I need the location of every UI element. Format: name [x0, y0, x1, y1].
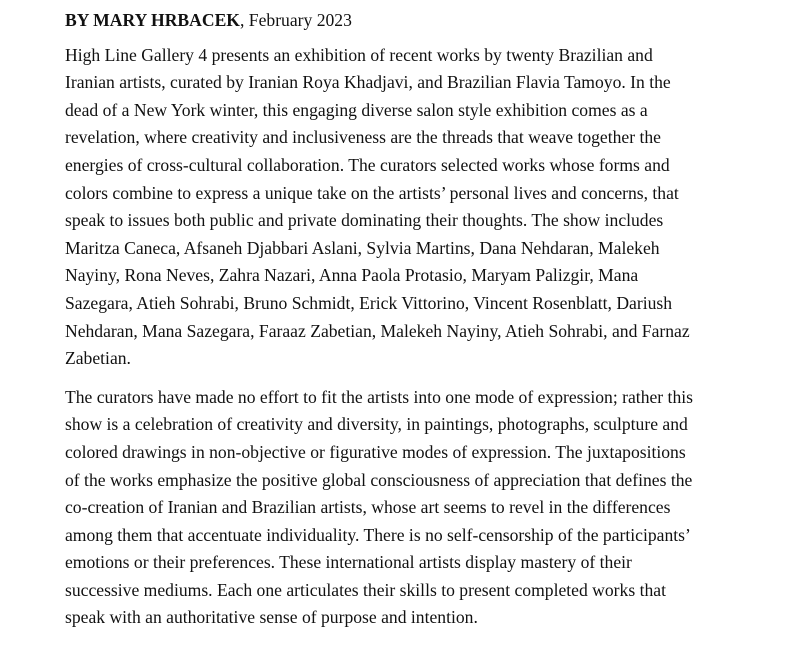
paragraph-line: Nehdaran, Mana Sazegara, Faraaz Zabetian, Malekeh Nayiny, Atieh Sohrabi, and Farnaz [65, 320, 690, 341]
paragraph-line: emotions or their preferences. These international artists display mastery of their [65, 552, 632, 573]
paragraph-line: Sazegara, Atieh Sohrabi, Bruno Schmidt, Erick Vittorino, Vincent Rosenblatt, Dariush [65, 292, 673, 313]
paragraph-line: colored drawings in non-objective or figurative modes of expression. The juxtapositions [65, 441, 686, 462]
article [65, 7, 735, 632]
byline-date: , February 2023 [240, 10, 352, 30]
paragraph-line: energies of cross-cultural collaboration. The curators selected works whose forms and [65, 154, 670, 175]
paragraph-line: dead of a New York winter, this engaging diverse salon style exhibition comes as a [65, 99, 648, 120]
paragraph-line: co-creation of Iranian and Brazilian artists, whose art seems to revel in the differences [65, 497, 671, 518]
paragraph-line: of the works emphasize the positive global consciousness of appreciation that defines the [65, 469, 693, 490]
paragraph-line: The curators have made no effort to fit the artists into one mode of expression; rather this [65, 386, 693, 407]
paragraph-line: Zabetian. [65, 348, 131, 369]
paragraph-line: Maritza Caneca, Afsaneh Djabbari Aslani, Sylvia Martins, Dana Nehdaran, Malekeh [65, 237, 660, 258]
paragraph-line: among them that accentuate individuality. There is no self-censorship of the participants’ [65, 524, 691, 545]
article-paragraph-2 [65, 384, 735, 632]
byline [65, 7, 735, 35]
article-paragraph-1 [65, 42, 735, 373]
paragraph-line: speak with an authoritative sense of purpose and intention. [65, 607, 478, 628]
byline-author: BY MARY HRBACEK [65, 10, 240, 30]
paragraph-line: successive mediums. Each one articulates their skills to present completed works that [65, 579, 666, 600]
paragraph-line: show is a celebration of creativity and diversity, in paintings, photographs, sculpture and [65, 414, 688, 435]
paragraph-line: speak to issues both public and private dominating their thoughts. The show includes [65, 210, 664, 231]
paragraph-line: revelation, where creativity and inclusiveness are the threads that weave together the [65, 127, 661, 148]
paragraph-line: Nayiny, Rona Neves, Zahra Nazari, Anna Paola Protasio, Maryam Palizgir, Mana [65, 265, 639, 286]
paragraph-line: Iranian artists, curated by Iranian Roya Khadjavi, and Brazilian Flavia Tamoyo. In the [65, 72, 671, 93]
paragraph-line: colors combine to express a unique take on the artists’ personal lives and concerns, that [65, 182, 679, 203]
paragraph-line: High Line Gallery 4 presents an exhibition of recent works by twenty Brazilian and [65, 44, 653, 65]
